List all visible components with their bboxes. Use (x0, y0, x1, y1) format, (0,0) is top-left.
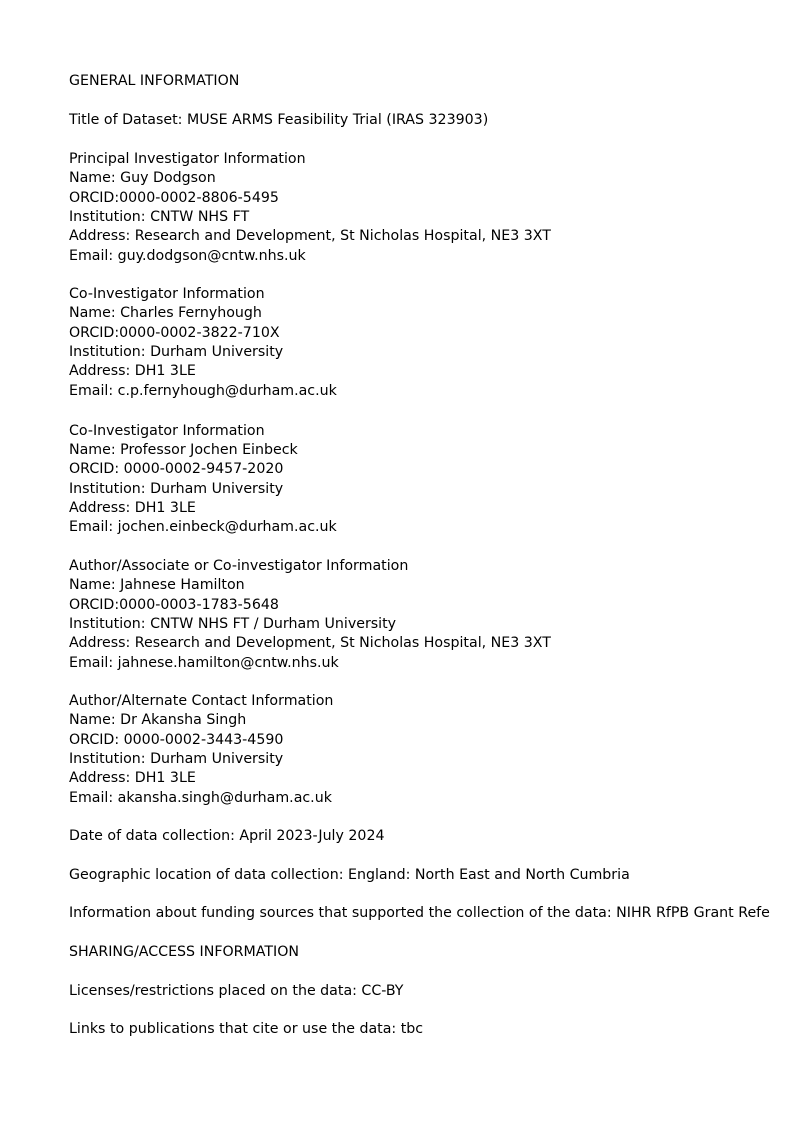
coi2-email: Email: jochen.einbeck@durham.ac.uk (69, 519, 337, 535)
associate-address: Address: Research and Development, St Nicholas Hospital, NE3 3XT (69, 635, 551, 651)
alternate-heading: Author/Alternate Contact Information (69, 693, 334, 709)
funding-information: Information about funding sources that supported the collection of the data: NIHR RfPB Grant Refe (69, 905, 770, 921)
licenses-restrictions: Licenses/restrictions placed on the data: CC-BY (69, 983, 404, 999)
associate-heading: Author/Associate or Co-investigator Information (69, 558, 409, 574)
associate-institution: Institution: CNTW NHS FT / Durham University (69, 616, 397, 632)
coi2-name: Name: Professor Jochen Einbeck (69, 442, 298, 458)
pi-institution: Institution: CNTW NHS FT (69, 209, 250, 225)
coi1-heading: Co-Investigator Information (69, 286, 265, 302)
coi2-institution: Institution: Durham University (69, 481, 284, 497)
pi-name: Name: Guy Dodgson (69, 170, 216, 186)
associate-name: Name: Jahnese Hamilton (69, 577, 245, 593)
coi2-orcid: ORCID: 0000-0002-9457-2020 (69, 461, 284, 477)
associate-orcid: ORCID:0000-0003-1783-5648 (69, 597, 279, 613)
date-of-collection: Date of data collection: April 2023-July 2024 (69, 828, 385, 844)
coi1-orcid: ORCID:0000-0002-3822-710X (69, 325, 280, 341)
alternate-name: Name: Dr Akansha Singh (69, 712, 247, 728)
coi1-email: Email: c.p.fernyhough@durham.ac.uk (69, 383, 337, 399)
alternate-email: Email: akansha.singh@durham.ac.uk (69, 790, 332, 806)
associate-email: Email: jahnese.hamilton@cntw.nhs.uk (69, 655, 339, 671)
coi1-name: Name: Charles Fernyhough (69, 305, 262, 321)
publication-links: Links to publications that cite or use the data: tbc (69, 1021, 424, 1037)
alternate-institution: Institution: Durham University (69, 751, 284, 767)
pi-email: Email: guy.dodgson@cntw.nhs.uk (69, 248, 306, 264)
coi1-address: Address: DH1 3LE (69, 363, 196, 379)
coi2-address: Address: DH1 3LE (69, 500, 196, 516)
general-information-heading: GENERAL INFORMATION (69, 73, 240, 89)
geographic-location: Geographic location of data collection: England: North East and North Cumbria (69, 867, 630, 883)
coi1-institution: Institution: Durham University (69, 344, 284, 360)
pi-orcid: ORCID:0000-0002-8806-5495 (69, 190, 279, 206)
pi-heading: Principal Investigator Information (69, 151, 306, 167)
alternate-address: Address: DH1 3LE (69, 770, 196, 786)
sharing-access-heading: SHARING/ACCESS INFORMATION (69, 944, 300, 960)
dataset-title: Title of Dataset: MUSE ARMS Feasibility Trial (IRAS 323903) (69, 112, 489, 128)
alternate-orcid: ORCID: 0000-0002-3443-4590 (69, 732, 284, 748)
pi-address: Address: Research and Development, St Nicholas Hospital, NE3 3XT (69, 228, 551, 244)
coi2-heading: Co-Investigator Information (69, 423, 265, 439)
